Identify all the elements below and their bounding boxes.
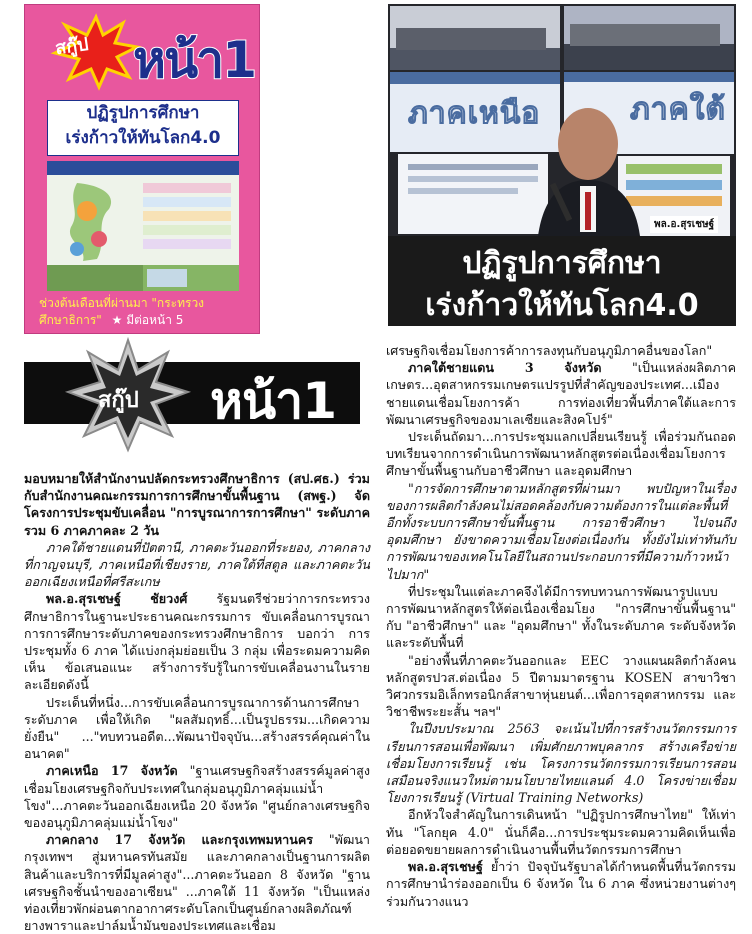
cover-panel [24, 4, 260, 334]
paragraph: อีกหัวใจสำคัญในการเดินหน้า "ปฏิรูปการศึกษาไทย" ให้เท่าทัน "โลกยุค 4.0" นั่นก็คือ...การประชุมระดมความคิดเห็นเพื่อต่อยอดขยายผลการดำเนินงานพื้นที่นวัตกรรมการศึกษา [386, 807, 736, 857]
paragraph: พล.อ.สุรเชษฐ์ ชัยวงศ์ รัฐมนตรีช่วยว่าการกระทรวงศึกษาธิการในฐานะประธานคณะกรรมการ ขับเคลื่อนการบูรณาการการศึกษาระดับภาคของกระทรวงศึกษาธิการ บอกว่า การประชุมทั้ง 6 ภาค ได้แบ่งกลุ่มย่อยเป็น 3 กลุ่ม เพื่อระดมความคิดเห็น ข้อเสนอแนะ สร้างการรับรู้ในการขับเคลื่อนงานในรายละเอียดดังนี้ [24, 591, 370, 693]
paragraph: ภาคใต้ชายแดน 3 จังหวัด "เป็นแหล่งผลิตภาคเกษตร...อุตสาหกรรมเกษตรแปรรูปที่สำคัญของประเทศ...เมืองชายแดนเชื่อมโยงการค้า การท่องเที่ยวพื้นที่ภาคใต้และการพัฒนาเศรษฐกิจของมาเลเซียและสิงคโปร์" [386, 360, 737, 427]
infographic-image [47, 161, 239, 291]
continue-link[interactable]: ★ มีต่อหน้า 5 [111, 313, 184, 327]
cover-foot-1: ช่วงต้นเดือนที่ผ่านมา [39, 296, 148, 310]
paragraph: เศรษฐกิจเชื่อมโยงการค้าการลงทุนกับอนุภูมิภาคอื่นของโลก" [386, 343, 713, 358]
cover-footer [39, 295, 249, 329]
article-column-right [386, 342, 736, 910]
cover-burst-label: สกู๊ป [53, 33, 90, 60]
banner-page-label: หน้า1 [210, 372, 337, 430]
paragraph: ภาคกลาง 17 จังหวัด และกรุงเทพมหานคร "พัฒนากรุงเทพฯ สู่มหานครทันสมัย และภาคกลางเป็นฐานการผลิตสินค้าและบริการที่มีมูลค่าสูง"...ภาคตะวันออก 8 จังหวัด "ฐานเศรษฐกิจชั้นนำของอาเซียน" ...ภาคใต้ 11 จังหวัด "เป็นแหล่งท่องเที่ยวพักผ่อนตากอากาศระดับโลกเป็นศูนย์กลางผลิตภัณฑ์ยางพาราและปาล์มน้ำมันของประเทศและเชื่อม [24, 832, 371, 934]
cover-foot-2: ศึกษาธิการ" [39, 313, 102, 327]
cover-infographic [47, 161, 239, 291]
region-north-label: ภาคเหนือ [408, 96, 541, 131]
cover-headline [47, 100, 239, 156]
paragraph: "อย่างพื้นที่ภาคตะวันออกและ EEC วางแผนผลิตกำลังคนหลักสูตรปวส.ต่อเนื่อง 5 ปีตามมาตรฐาน KOSEN สาขาวิชาวิศวกรรมอิเล็กทรอนิกส์สาขาหุ่นยนต์...เพื่อการอุตสาหกรรม และวิชาชีพระยะสั้น ฯลฯ" [386, 652, 736, 720]
cover-headline-1: ปฏิรูปการศึกษา [86, 103, 200, 123]
photo-title-2: เร่งก้าวให้ทันโลก4.0 [425, 288, 699, 323]
paragraph: ภาคเหนือ 17 จังหวัด "ฐานเศรษฐกิจสร้างสรรค์มูลค่าสูงเชื่อมโยงเศรษฐกิจกับประเทศในกลุ่มอนุภูมิภาคลุ่มแม่น้ำโขง"...ภาคตะวันออกเฉียงเหนือ 20 จังหวัด "ศูนย์กลางเศรษฐกิจของอนุภูมิภาคลุ่มแม่น้ำโขง" [24, 763, 371, 831]
paragraph: "การจัดการศึกษาตามหลักสูตรที่ผ่านมา พบปัญหาในเรื่องของการผลิตกำลังคนไม่สอดคล้องกับความต้องการในแต่ละพื้นที่ อีกทั้งระบบการศึกษาขั้นพื้นฐาน การอาชีวศึกษา ไปจนถึงอุดมศึกษา ยังขาดความเชื่อมโยงต่อเนื่องกัน ทั้งยังไม่เท่าทันกับการพัฒนาของเทคโนโลยีในสถานประกอบการที่มีความก้าวหน้าไปมาก" [386, 480, 736, 582]
cover-headline-2: เร่งก้าวให้ทันโลก4.0 [65, 128, 221, 148]
paragraph: ภาคใต้ชายแดนที่ปัตตานี, ภาคตะวันออกที่ระยอง, ภาคกลางที่กาญจนบุรี, ภาคเหนือที่เชียงราย, ภาคใต้ที่สตูล และภาคตะวันออกเฉียงเหนือที่ศรีสะเกษ [24, 539, 370, 590]
paragraph: พล.อ.สุรเชษฐ์ ย้ำว่า ปัจจุบันรัฐบาลได้กำหนดพื้นที่นวัตกรรมการศึกษานำร่องออกเป็น 6 จังหวัด ใน 6 ภาค ซึ่งหน่วยงานต่างๆร่วมกันวางแนว [386, 859, 736, 909]
article-column-left [24, 470, 370, 934]
paragraph: ที่ประชุมในแต่ละภาคจึงได้มีการทบทวนการพัฒนารูปแบบการพัฒนาหลักสูตรให้ต่อเนื่องเชื่อมโยง "การศึกษาขั้นพื้นฐาน" กับ "อาชีวศึกษา" และ "อุดมศึกษา" ทั้งในระดับภาค ระดับจังหวัด และระดับพื้นที่ [386, 583, 736, 651]
photo-title-1: ปฏิรูปการศึกษา [462, 246, 662, 281]
banner-burst-label: สกู๊ป [98, 388, 139, 413]
region-south-label: ภาคใต้ [630, 92, 726, 127]
paragraph: ประเด็นที่หนึ่ง...การขับเคลื่อนการบูรณาการด้านการศึกษาระดับภาค เพื่อให้เกิด "ผลสัมฤทธิ์...เป็นรูปธรรม...เกิดความยั่งยืน" ..."ทบทวนอดีต...พัฒนาปัจจุบัน...สร้างสรรค์คุณค่าในอนาคต" [24, 694, 370, 762]
paragraph: ในปีงบประมาณ 2563 จะเน้นไปที่การสร้างนวัตกรรมการเรียนการสอนเพื่อพัฒนา เพิ่มศักยภาพบุคลากร สร้างเครือข่ายเชื่อมโยงการเรียนรู้ เช่น โครงการนวัตกรรมการเรียนการสอนเสมือนจริงแนวใหม่ตามนโยบายไทยแลนด์ 4.0 โครงข่ายเชื่อมโยงการเรียนรู้ (Virtual Training Networks) [386, 721, 736, 806]
photo-panel [388, 4, 736, 326]
paragraph: ประเด็นถัดมา...การประชุมแลกเปลี่ยนเรียนรู้ เพื่อร่วมกันถอดบทเรียนจากการดำเนินการพัฒนาหลักสูตรต่อเนื่องเชื่อมโยงการศึกษาขั้นพื้นฐานกับอาชีวศึกษา และอุดมศึกษา [386, 429, 736, 479]
paragraph: มอบหมายให้สำนักงานปลัดกระทรวงศึกษาธิการ (สป.ศธ.) ร่วมกับสำนักงานคณะกรรมการการศึกษาขั้นพื้นฐาน (สพฐ.) จัดโครงการประชุมขับเคลื่อน "การบูรณาการการศึกษา" ระดับภาครวม 6 ภาคภาคละ 2 วัน [24, 471, 370, 538]
speaker-nameplate: พล.อ.สุรเชษฐ์ [650, 216, 718, 233]
cover-page-label: หน้า1 [133, 31, 256, 89]
cover-foot-quote: "กระทรวง [151, 296, 205, 310]
